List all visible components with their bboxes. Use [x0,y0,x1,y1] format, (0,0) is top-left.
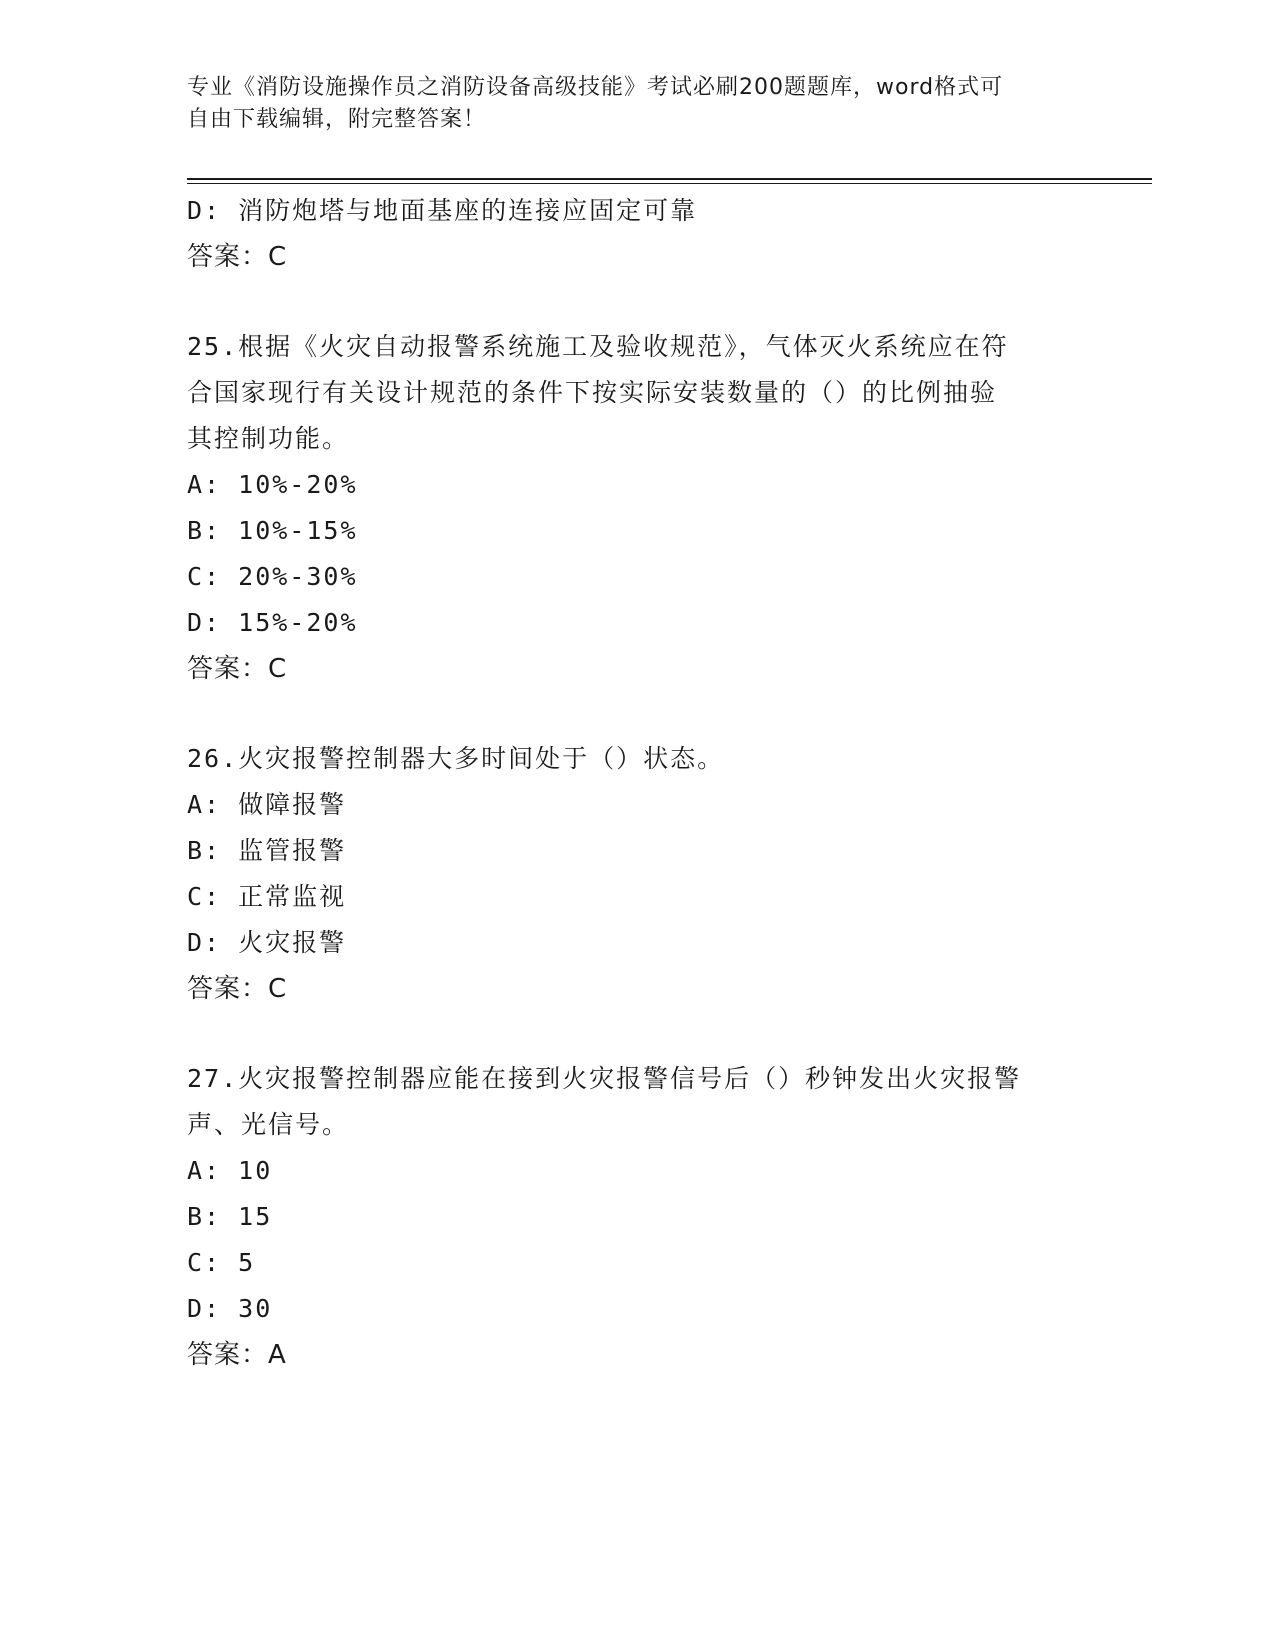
question-text-line: 其控制功能。 [187,424,350,453]
header-divider-thin [187,183,1152,184]
option-b: B: 监管报警 [187,836,347,865]
option-c: C: 5 [187,1248,256,1277]
header-line-1: 专业《消防设施操作员之消防设备高级技能》考试必刷200题题库，word格式可 [187,75,1004,100]
answer-line: 答案：A [187,1340,287,1370]
option-a: A: 10 [187,1156,273,1185]
header-line-2: 自由下载编辑，附完整答案！ [187,107,487,132]
option-d: D: 消防炮塔与地面基座的连接应固定可靠 [187,196,698,225]
option-c: C: 20%-30% [187,562,358,591]
option-d: D: 火灾报警 [187,928,347,957]
question-text-line: 合国家现行有关设计规范的条件下按实际安装数量的（）的比例抽验 [187,378,998,407]
option-d: D: 15%-20% [187,608,358,637]
option-a: A: 10%-20% [187,470,358,499]
document-header [187,72,1067,136]
question-25 [187,324,1087,692]
question-text-line: 声、光信号。 [187,1110,350,1139]
header-divider-thick [187,178,1152,180]
question-text-line: 27.火灾报警控制器应能在接到火灾报警信号后（）秒钟发出火灾报警 [187,1064,1022,1093]
option-b: B: 10%-15% [187,516,358,545]
question-26 [187,736,1087,1012]
question-27 [187,1056,1087,1378]
option-c: C: 正常监视 [187,882,347,911]
previous-question-tail [187,188,1087,280]
option-a: A: 做障报警 [187,790,347,819]
question-list [187,188,1087,1378]
answer-line: 答案：C [187,242,288,272]
question-text-line: 25.根据《火灾自动报警系统施工及验收规范》，气体灭火系统应在符 [187,332,1009,361]
answer-line: 答案：C [187,654,288,684]
answer-line: 答案：C [187,974,288,1004]
question-text-line: 26.火灾报警控制器大多时间处于（）状态。 [187,744,725,773]
option-d: D: 30 [187,1294,273,1323]
option-b: B: 15 [187,1202,273,1231]
